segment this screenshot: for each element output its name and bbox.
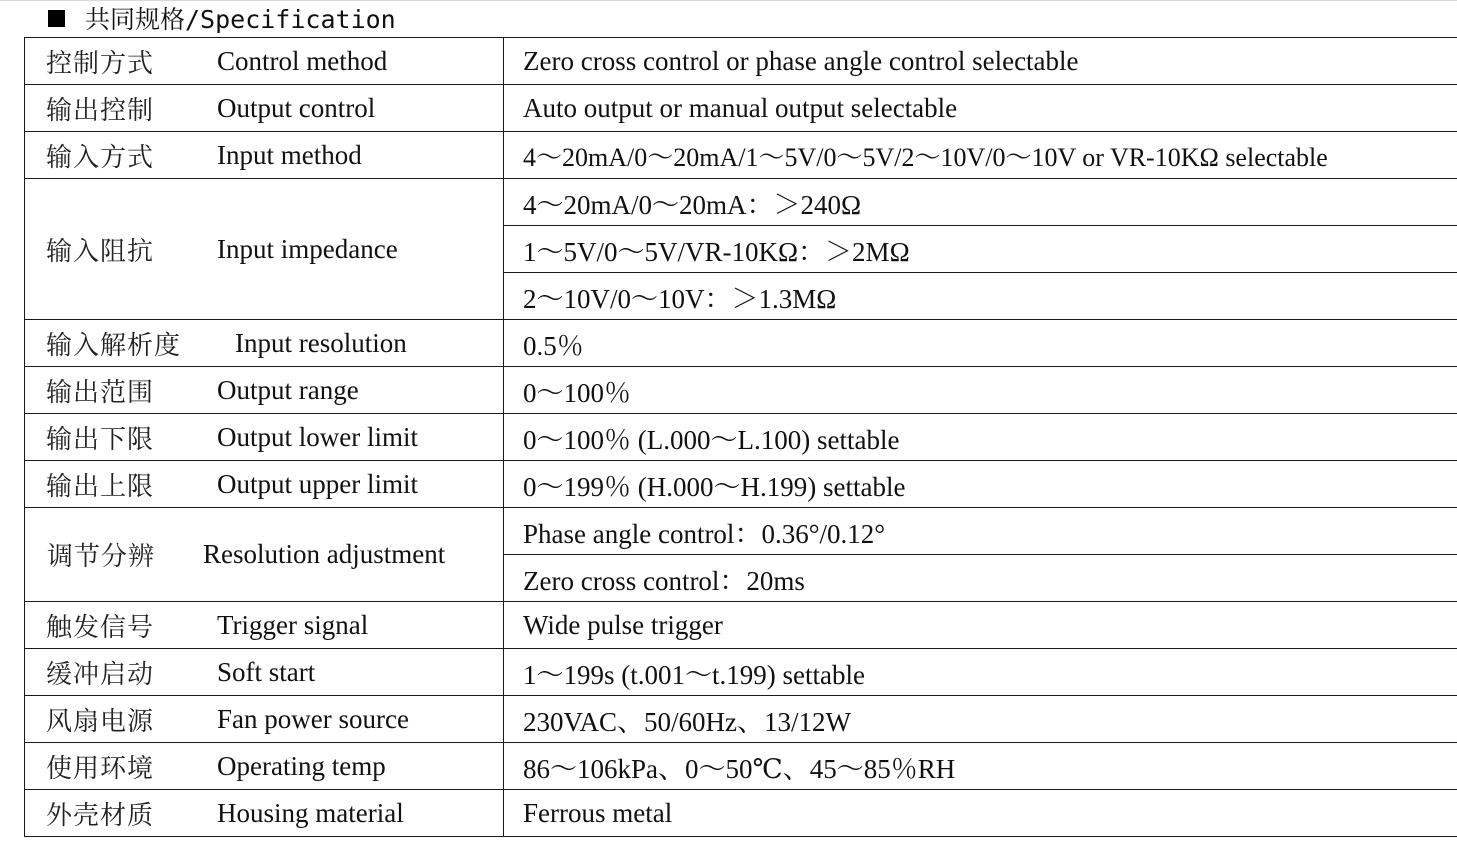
section-heading <box>48 2 396 34</box>
spec-value: 4～20mA/0～20mA：＞240Ω <box>504 179 1457 226</box>
spec-name-en: Input method <box>217 139 362 170</box>
spec-value: 4～20mA/0～20mA/1～5V/0～5V/2～10V/0～10V or VR-10KΩ selectable <box>504 132 1457 179</box>
spec-value: 1～5V/0～5V/VR-10KΩ：＞2MΩ <box>504 226 1457 273</box>
spec-name-cn: 输出范围 <box>46 377 155 408</box>
spec-name-en: Operating temp <box>217 750 386 781</box>
spec-name-cn: 缓冲启动 <box>46 659 155 690</box>
spec-name-cell <box>25 508 504 602</box>
table-row <box>25 85 1457 132</box>
spec-name-cell <box>25 461 504 508</box>
spec-name-cell <box>25 38 504 85</box>
spec-name-cn: 使用环境 <box>46 753 155 784</box>
spec-name-cn: 调节分辨 <box>47 542 156 572</box>
table-row <box>25 461 1457 508</box>
spec-value: Auto output or manual output selectable <box>504 85 1457 132</box>
spec-name-en: Output range <box>217 374 359 405</box>
spec-name-cell <box>25 367 504 414</box>
table-row <box>25 132 1457 179</box>
section-title: 共同规格/Specification <box>85 5 396 34</box>
spec-name-cell <box>25 179 504 320</box>
specification-table <box>24 37 1457 837</box>
spec-value: 0～100％ <box>504 367 1457 414</box>
spec-value: 230VAC、50/60Hz、13/12W <box>504 696 1457 743</box>
spec-name-en: Input resolution <box>235 327 407 358</box>
spec-value: Zero cross control：20ms <box>504 555 1457 602</box>
table-row <box>25 179 1457 226</box>
spec-name-cn: 外壳材质 <box>46 800 155 831</box>
square-bullet-icon <box>48 10 65 27</box>
spec-value: 0.5％ <box>504 320 1457 367</box>
spec-name-cn: 风扇电源 <box>46 706 155 737</box>
spec-name-en: Output lower limit <box>217 421 418 452</box>
spec-name-cell <box>25 696 504 743</box>
spec-value: 86～106kPa、0～50℃、45～85％RH <box>504 743 1457 790</box>
spec-name-cell <box>25 85 504 132</box>
spec-value: Ferrous metal <box>504 790 1457 837</box>
table-row <box>25 367 1457 414</box>
spec-name-en: Resolution adjustment <box>203 539 446 569</box>
spec-name-cn: 控制方式 <box>46 48 155 79</box>
table-row <box>25 649 1457 696</box>
table-row <box>25 320 1457 367</box>
spec-name-en: Trigger signal <box>217 609 369 640</box>
spec-name-cn: 输入阻抗 <box>46 236 155 267</box>
spec-value: Zero cross control or phase angle control selectable <box>504 38 1457 85</box>
spec-name-cn: 输入方式 <box>46 142 155 173</box>
spec-name-cell <box>25 790 504 837</box>
spec-name-en: Soft start <box>217 656 316 687</box>
spec-name-cell <box>25 743 504 790</box>
table-row <box>25 790 1457 837</box>
spec-name-cn: 输出上限 <box>46 471 155 502</box>
spec-name-cell <box>25 649 504 696</box>
spec-name-cell <box>25 602 504 649</box>
spec-name-en: Control method <box>217 45 388 76</box>
table-row <box>25 38 1457 85</box>
spec-name-en: Output upper limit <box>217 468 418 499</box>
table-row <box>25 508 1457 555</box>
spec-name-en: Input impedance <box>217 233 398 264</box>
spec-value: 0～100％ (L.000～L.100) settable <box>504 414 1457 461</box>
spec-name-cell <box>25 320 504 367</box>
table-row <box>25 743 1457 790</box>
spec-name-en: Fan power source <box>217 703 409 734</box>
spec-name-en: Output control <box>217 92 376 123</box>
spec-name-cn: 输出控制 <box>46 95 155 126</box>
spec-name-cell <box>25 132 504 179</box>
spec-name-en: Housing material <box>217 797 404 828</box>
spec-value: 0～199％ (H.000～H.199) settable <box>504 461 1457 508</box>
spec-value: Phase angle control：0.36°/0.12° <box>504 508 1457 555</box>
spec-value: Wide pulse trigger <box>504 602 1457 649</box>
spec-name-cn: 输入解析度 <box>46 330 182 361</box>
spec-value: 1～199s (t.001～t.199) settable <box>504 649 1457 696</box>
table-row <box>25 602 1457 649</box>
table-row <box>25 414 1457 461</box>
spec-value: 2～10V/0～10V：＞1.3MΩ <box>504 273 1457 320</box>
spec-name-cell <box>25 414 504 461</box>
spec-name-cn: 触发信号 <box>46 612 155 643</box>
spec-name-cn: 输出下限 <box>46 424 155 455</box>
table-row <box>25 696 1457 743</box>
